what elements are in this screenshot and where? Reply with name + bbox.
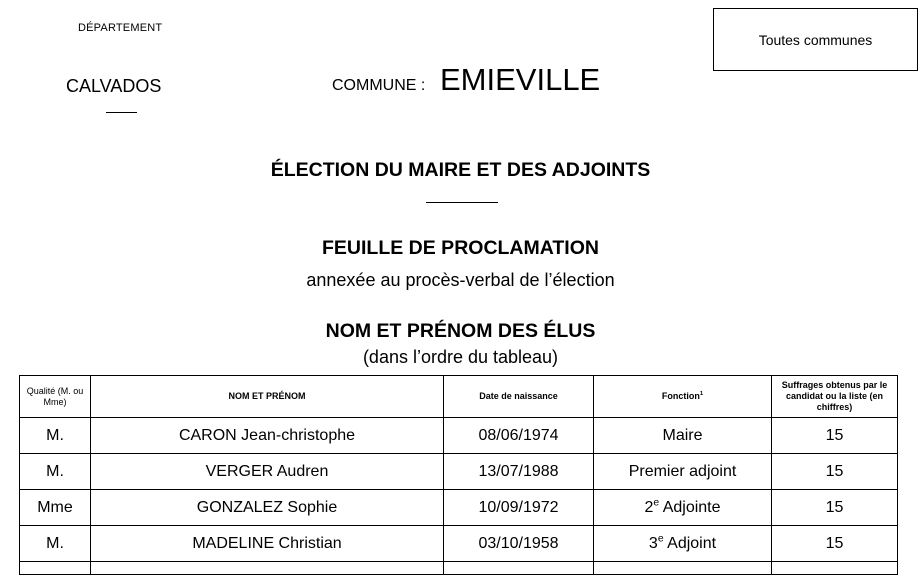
cell-qualite: M. (20, 526, 91, 562)
cell-suffrages: 15 (772, 490, 898, 526)
cell-suffrages: 15 (772, 526, 898, 562)
departement-divider (106, 112, 137, 113)
cell-nom: CARON Jean-christophe (91, 418, 444, 454)
cell-suffrages: 15 (772, 418, 898, 454)
scope-box (713, 8, 918, 71)
cell-nom: GONZALEZ Sophie (91, 490, 444, 526)
cell-nom: VERGER Audren (91, 454, 444, 490)
cell-naissance: 13/07/1988 (444, 454, 594, 490)
cell-qualite: M. (20, 418, 91, 454)
cell-qualite: Mme (20, 490, 91, 526)
table-row (20, 418, 898, 454)
fonction-sup: e (657, 533, 664, 545)
header-fonction-label: Fonction (661, 391, 700, 401)
header-qualite: Qualité (M. ou Mme) (20, 376, 91, 418)
fonction-suffix: Adjoint (663, 534, 717, 552)
table-row (20, 454, 898, 490)
header-naissance: Date de naissance (444, 376, 594, 418)
fonction-prefix: 3 (648, 534, 658, 552)
fonction-prefix: 2 (644, 498, 654, 516)
scope-label: Toutes communes (758, 31, 873, 48)
cell-suffrages: 15 (772, 454, 898, 490)
title-divider (426, 202, 498, 203)
fonction-sup: e (653, 497, 660, 509)
commune-label: COMMUNE : (332, 77, 426, 94)
cell-naissance: 10/09/1972 (444, 490, 594, 526)
cell-naissance: 08/06/1974 (444, 418, 594, 454)
footnote-marker: 1 (699, 391, 704, 397)
header-suffrages: Suffrages obtenus par le candidat ou la liste (en chiffres) (772, 376, 898, 418)
sheet-subtitle: annexée au procès-verbal de l’élection (306, 270, 615, 290)
header-fonction (594, 376, 772, 418)
fonction-prefix: Premier adjoint (628, 462, 737, 480)
cell-nom: MADELINE Christian (91, 526, 444, 562)
elected-subtitle: (dans l’ordre du tableau) (362, 347, 559, 367)
commune-value: EMIEVILLE (440, 62, 601, 97)
elected-table (19, 375, 898, 575)
fonction-suffix: Adjointe (659, 498, 721, 516)
table-row (20, 490, 898, 526)
table-header-row (20, 376, 898, 418)
departement-value: CALVADOS (66, 76, 162, 96)
cell-fonction (594, 454, 772, 490)
cell-qualite: M. (20, 454, 91, 490)
cell-fonction (594, 490, 772, 526)
fonction-prefix: Maire (662, 426, 703, 444)
cell-naissance: 03/10/1958 (444, 526, 594, 562)
departement-label: DÉPARTEMENT (78, 22, 163, 34)
table-row-empty (20, 562, 898, 575)
election-title: ÉLECTION DU MAIRE ET DES ADJOINTS (270, 159, 651, 181)
elected-title: NOM ET PRÉNOM DES ÉLUS (325, 320, 596, 342)
cell-fonction (594, 418, 772, 454)
header-nom: NOM ET PRÉNOM (91, 376, 444, 418)
sheet-title: FEUILLE DE PROCLAMATION (322, 237, 599, 259)
table-row (20, 526, 898, 562)
cell-fonction (594, 526, 772, 562)
